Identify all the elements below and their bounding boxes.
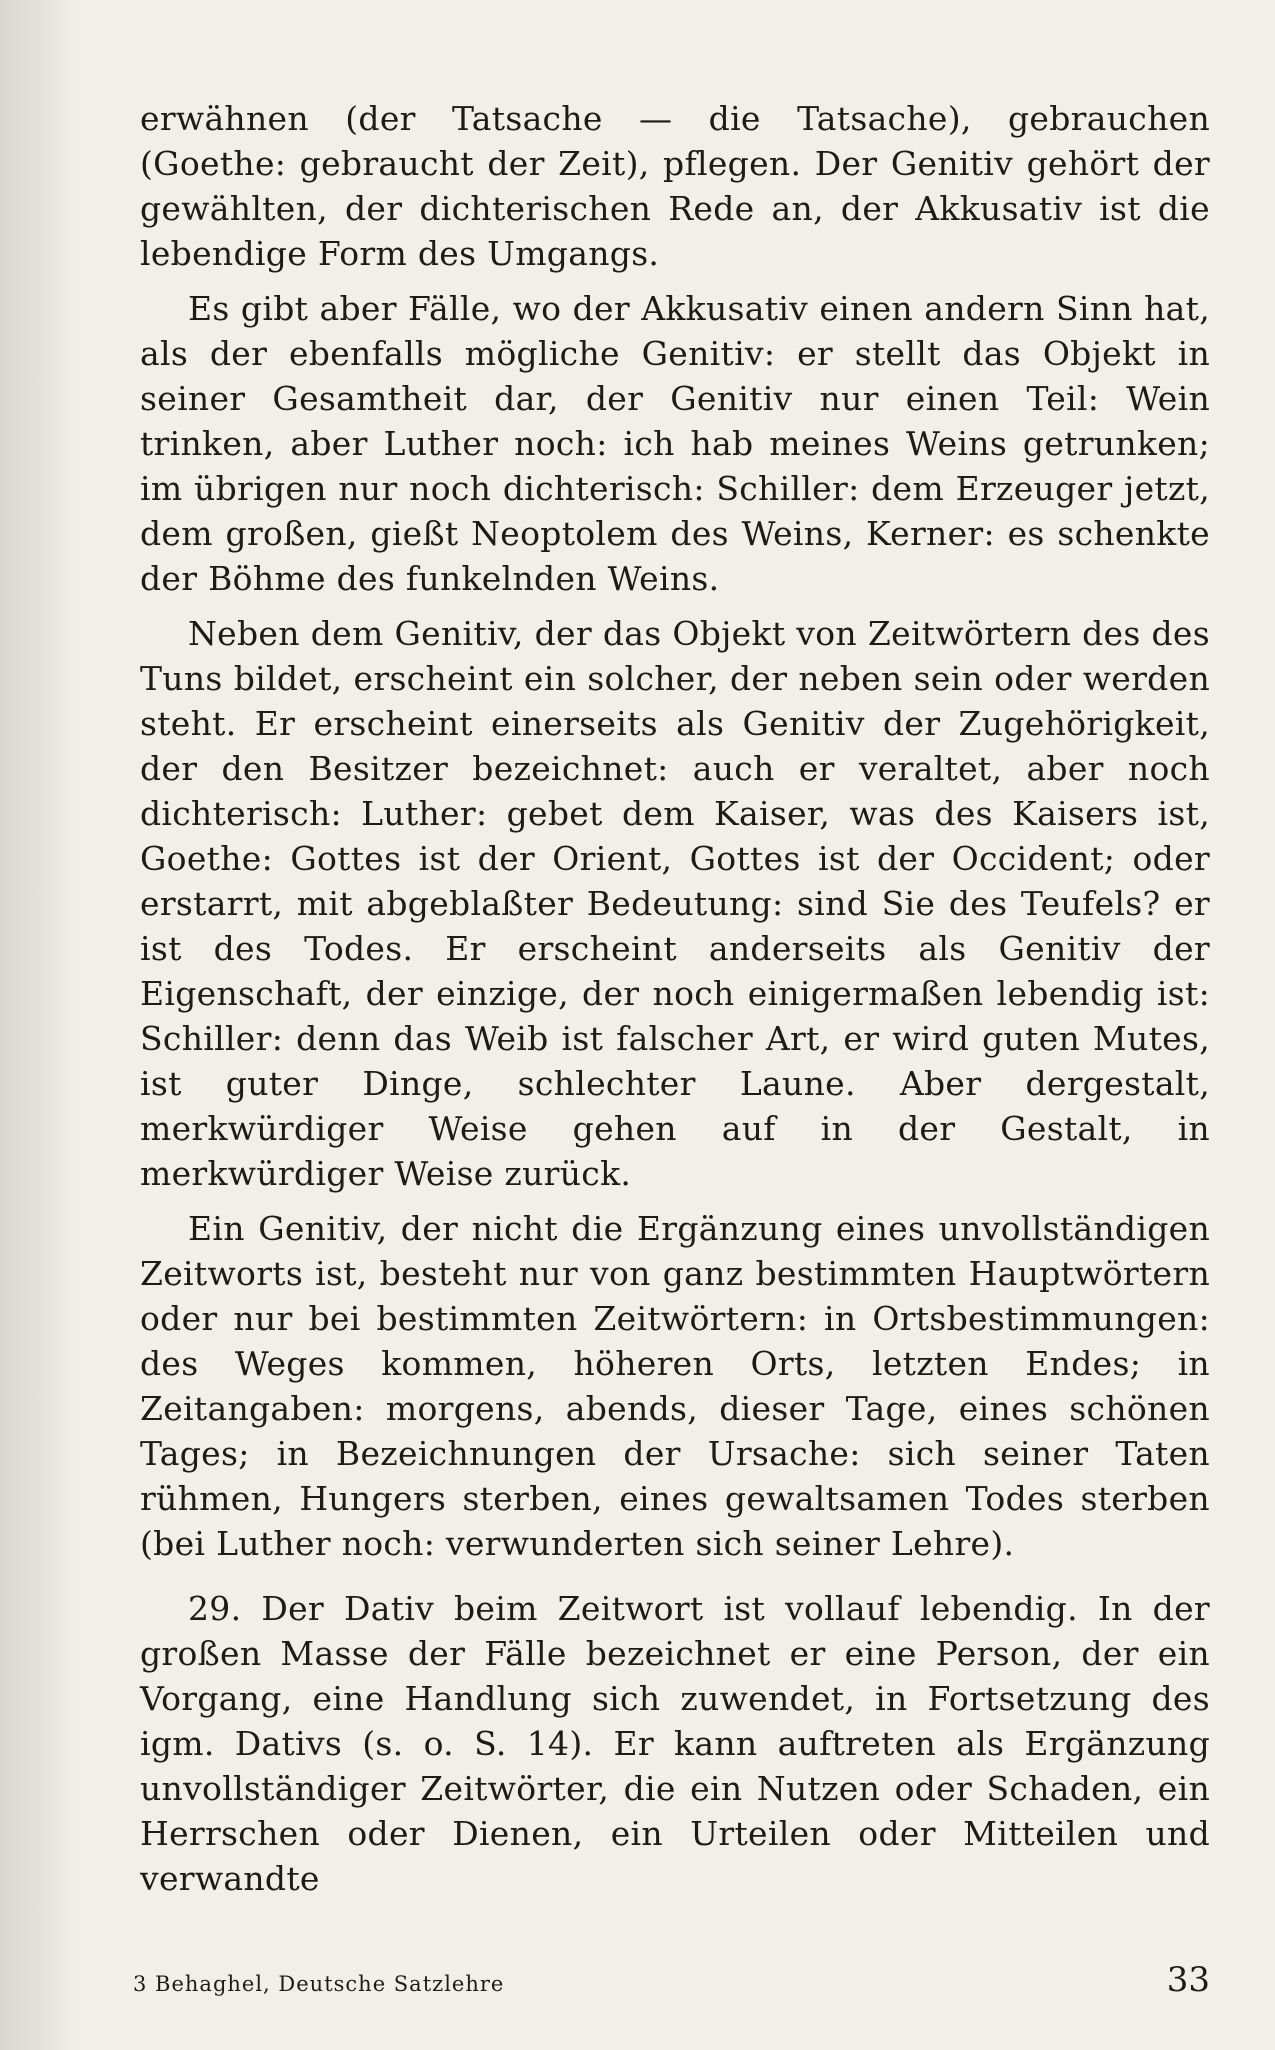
paragraph-genitiv-bestimmungen: Ein Genitiv, der nicht die Ergänzung eines unvollständigen Zeitworts ist, besteht nur von ganz bestimmten Hauptwörtern oder nur bei bestimmten Zeitwörtern: in Ortsbestimmungen: des Weges kommen, höheren Orts, letzten Endes; in Zeitangaben: morgens, abends, dieser Tage, eines schönen Tages; in Bezeichnungen der Ursache: sich seiner Taten rühmen, Hungers sterben, eines gewaltsamen Todes sterben (bei Luther noch: verwunderten sich seiner Lehre). — [140, 1209, 1210, 1563]
scan-gutter-shadow — [0, 0, 78, 2050]
paragraph-continued: erwähnen (der Tatsache — die Tatsache), gebrauchen (Goethe: gebraucht der Zeit), pflegen. Der Genitiv gehört der gewählten, der dichterischen Rede an, der Akkusativ ist die lebendige Form des Umgangs. — [140, 99, 1210, 273]
page-body — [140, 96, 1210, 1911]
paragraph-genitiv-sein-werden: Neben dem Genitiv, der das Objekt von Zeitwörtern des des Tuns bildet, erscheint ein solcher, der neben sein oder werden steht. Er erscheint einerseits als Genitiv der Zugehörigkeit, der den Besitzer bezeichnet: auch er veraltet, aber noch dichterisch: Luther: gebet dem Kaiser, was des Kaisers ist, Goethe: Gottes ist der Orient, Gottes ist der Occident; oder erstarrt, mit abgeblaßter Bedeutung: sind Sie des Teufels? er ist des Todes. Er erscheint anderseits als Genitiv der Eigenschaft, der einzige, der noch einigermaßen lebendig ist: Schiller: denn das Weib ist falscher Art, er wird guten Mutes, ist guter Dinge, schlechter Laune. Aber dergestalt, merkwürdiger Weise gehen auf in der Gestalt, in merkwürdiger Weise zurück. — [140, 614, 1210, 1193]
printer-signature: 3 Behaghel, Deutsche Satzlehre — [133, 1972, 505, 1996]
page-number: 33 — [1166, 1960, 1210, 2000]
paragraph-akkusativ-genitiv: Es gibt aber Fälle, wo der Akkusativ einen andern Sinn hat, als der ebenfalls mögliche Genitiv: er stellt das Objekt in seiner Gesamtheit dar, der Genitiv nur einen Teil: Wein trinken, aber Luther noch: ich hab meines Weins getrunken; im übrigen nur noch dichterisch: Schiller: dem Erzeuger jetzt, dem großen, gießt Neoptolem des Weins, Kerner: es schenkte der Böhme des funkelnden Weins. — [140, 289, 1210, 598]
paragraph-29-dativ: 29. Der Dativ beim Zeitwort ist vollauf lebendig. In der großen Masse der Fälle bezeichnet er eine Person, der ein Vorgang, eine Handlung sich zuwendet, in Fortsetzung des igm. Dativs (s. o. S. 14). Er kann auftreten als Ergänzung unvollständiger Zeitwörter, die ein Nutzen oder Schaden, ein Herrschen oder Dienen, ein Urteilen oder Mitteilen und verwandte — [140, 1589, 1210, 1898]
page-footer — [133, 1960, 1210, 2000]
